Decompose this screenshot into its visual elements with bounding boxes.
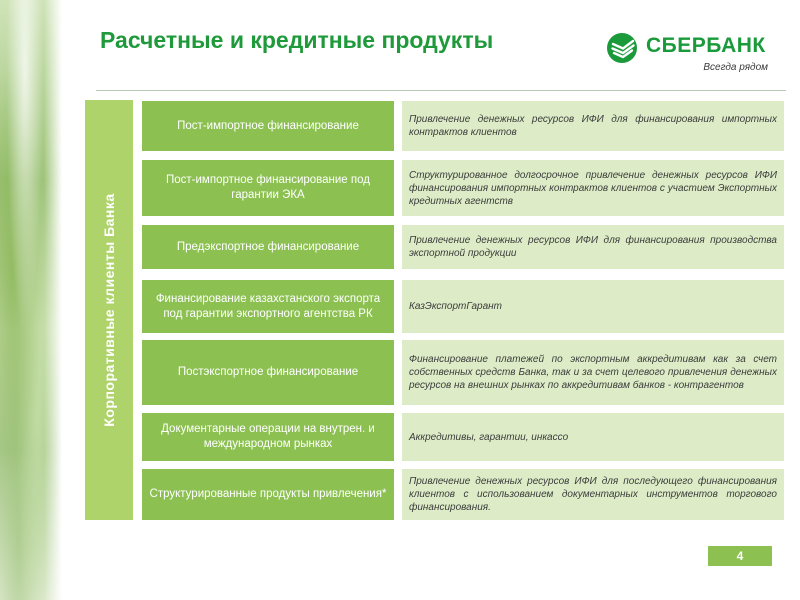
product-name: Структурированные продукты привлечения* (149, 488, 387, 501)
product-description: КазЭкспортГарант (409, 301, 503, 312)
description-cell (402, 413, 784, 461)
product-description: Привлечение денежных ресурсов ИФИ для последующего финансирования клиентов с использованием документарных инструментов торгового финансирования. (409, 476, 777, 513)
product-cell (142, 280, 394, 333)
description-cell (402, 469, 784, 520)
product-row (142, 101, 784, 151)
product-cell (142, 225, 394, 269)
product-row (142, 160, 784, 216)
sberbank-logo (606, 32, 776, 80)
description-cell (402, 160, 784, 216)
product-name: Документарные операции на внутрен. и международном рынках (161, 423, 375, 450)
product-cell (142, 469, 394, 520)
product-name: Пост-импортное финансирование (177, 119, 359, 132)
brand-name: СБЕРБАНК (646, 34, 766, 57)
side-label-text: Корпоративные клиенты Банка (101, 193, 117, 427)
title-divider (96, 90, 786, 91)
product-description: Структурированное долгосрочное привлечение денежных ресурсов ИФИ финансирования импортных контрактов клиентов с участием Экспортных кредитных агентств (409, 169, 777, 207)
description-cell (402, 280, 784, 333)
product-description: Финансирование платежей по экспортным аккредитивам как за счет собственных средств Банка, так и за счет целевого привлечения денежных ресурсов на внешних рынках по аккредитивам банков - контрагентов (409, 354, 777, 391)
brand-tagline: Всегда рядом (703, 62, 768, 73)
page-title: Расчетные и кредитные продукты (100, 27, 494, 53)
page-number: 4 (708, 546, 772, 566)
product-description: Аккредитивы, гарантии, инкассо (409, 431, 569, 443)
product-row (142, 469, 784, 520)
product-name: Финансирование казахстанского экспорта под гарантии экспортного агентства РК (155, 292, 381, 320)
product-description: Привлечение денежных ресурсов ИФИ для финансирования импортных контрактов клиентов (409, 114, 777, 138)
description-cell (402, 225, 784, 269)
product-name: Постэкспортное финансирование (177, 366, 359, 379)
product-cell (142, 340, 394, 405)
decorative-leaf-background (0, 0, 62, 600)
description-cell (402, 340, 784, 405)
product-cell (142, 413, 394, 461)
product-row (142, 225, 784, 269)
product-description: Привлечение денежных ресурсов ИФИ для финансирования производства экспортной продукции (409, 235, 777, 259)
product-name: Пост-импортное финансирование под гарантии ЭКА (166, 174, 370, 201)
description-cell (402, 101, 784, 151)
sberbank-logo-icon (606, 32, 638, 64)
product-name: Предэкспортное финансирование (176, 240, 360, 253)
product-row (142, 413, 784, 461)
product-cell (142, 101, 394, 151)
side-label-corporate-clients (85, 100, 133, 520)
product-cell (142, 160, 394, 216)
product-row (142, 340, 784, 405)
product-row (142, 280, 784, 333)
